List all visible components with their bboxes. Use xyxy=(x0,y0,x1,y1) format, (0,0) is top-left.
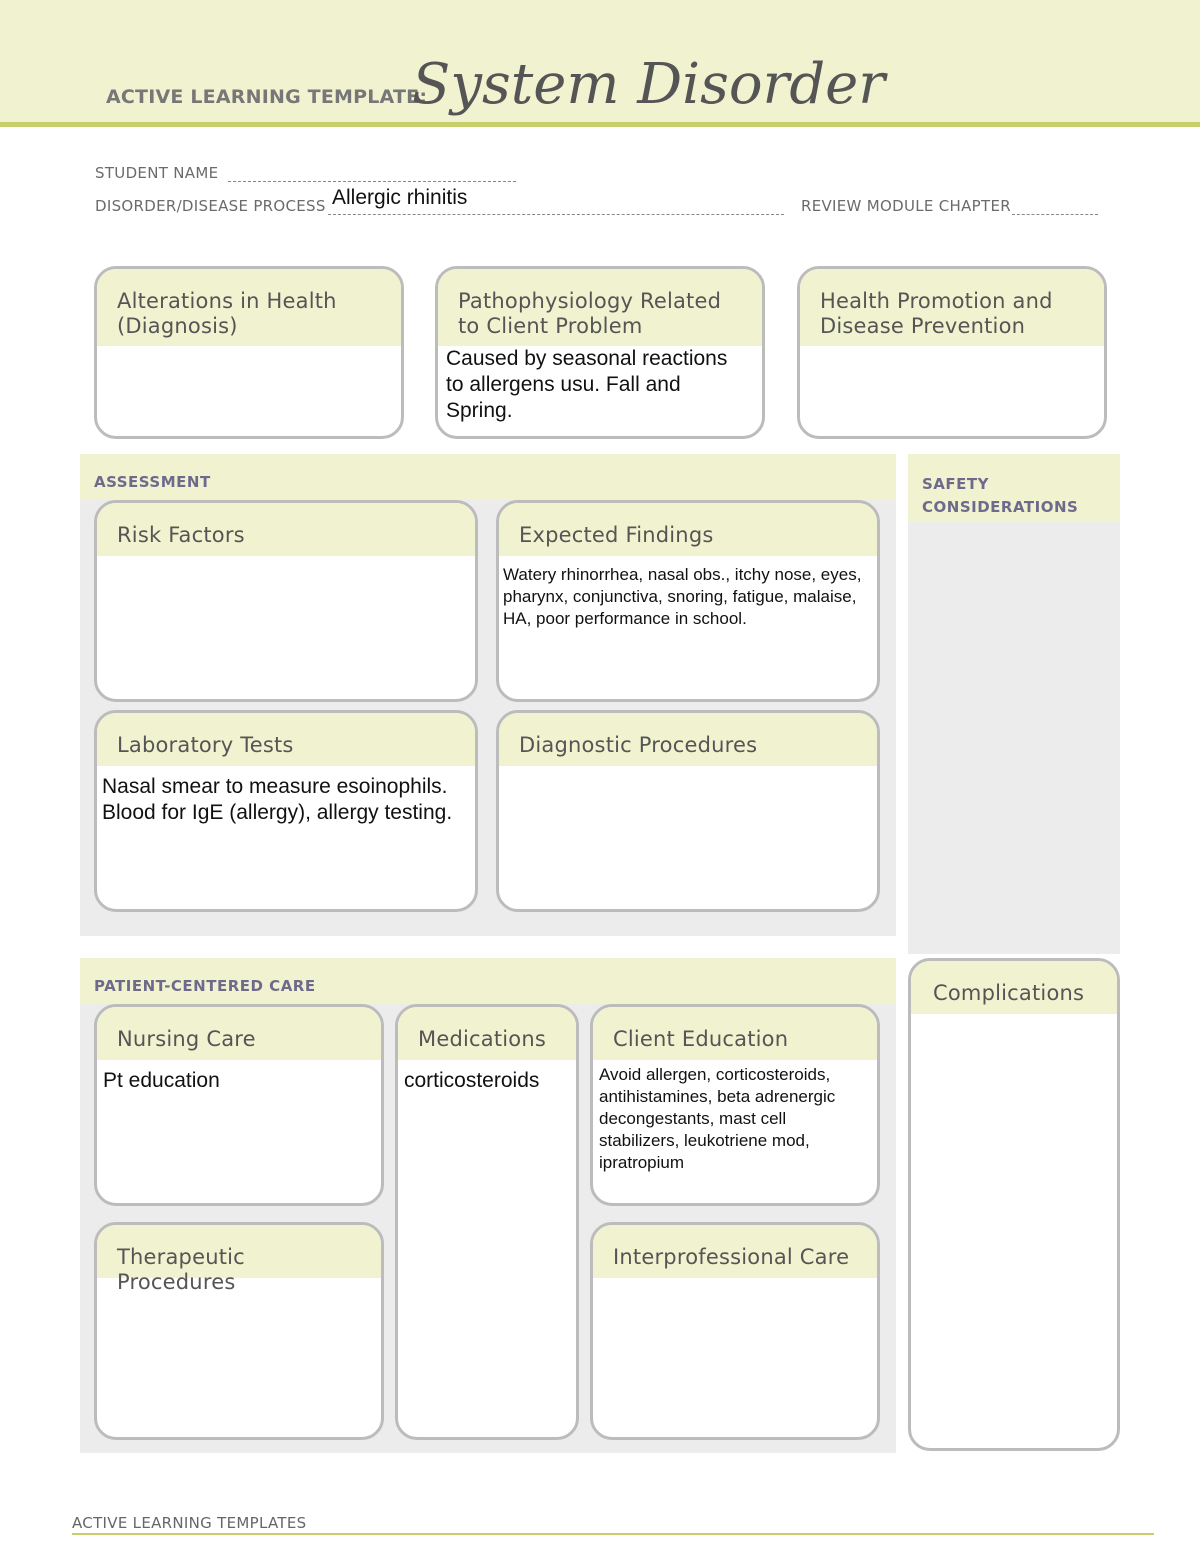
pathophysiology-body: Caused by seasonal reactions to allergens usu. Fall and Spring. xyxy=(446,347,728,422)
disorder-value: Allergic rhinitis xyxy=(332,186,468,209)
medications-body: corticosteroids xyxy=(404,1069,540,1092)
safety-label: SAFETY CONSIDERATIONS xyxy=(922,475,1079,516)
footer-label: ACTIVE LEARNING TEMPLATES xyxy=(72,1514,307,1532)
disorder-label: DISORDER/DISEASE PROCESS xyxy=(95,197,326,215)
alterations-card[interactable] xyxy=(94,266,404,439)
template-label: ACTIVE LEARNING TEMPLATE: xyxy=(106,86,428,108)
therapeutic-procedures-title: Therapeutic Procedures xyxy=(97,1225,381,1278)
complications-body xyxy=(911,1014,1117,1022)
alterations-body xyxy=(97,346,401,354)
complications-title: Complications xyxy=(911,961,1117,1014)
interprofessional-care-body xyxy=(593,1278,877,1286)
pathophysiology-card[interactable] xyxy=(435,266,765,439)
expected-findings-title: Expected Findings xyxy=(499,503,877,556)
risk-factors-title: Risk Factors xyxy=(97,503,475,556)
student-name-label: STUDENT NAME xyxy=(95,164,219,182)
laboratory-tests-title: Laboratory Tests xyxy=(97,713,475,766)
client-education-title: Client Education xyxy=(593,1007,877,1060)
interprofessional-care-title: Interprofessional Care xyxy=(593,1225,877,1278)
alterations-title: Alterations in Health (Diagnosis) xyxy=(97,269,401,346)
header-rule xyxy=(0,122,1200,127)
medications-card[interactable] xyxy=(395,1004,579,1440)
safety-section[interactable] xyxy=(908,454,1120,954)
health-promotion-body xyxy=(800,346,1104,354)
nursing-care-body: Pt education xyxy=(103,1069,220,1092)
health-promotion-title: Health Promotion and Disease Prevention xyxy=(800,269,1104,346)
risk-factors-card[interactable] xyxy=(94,500,478,702)
diagnostic-procedures-card[interactable] xyxy=(496,710,880,912)
footer-rule xyxy=(72,1533,1154,1535)
therapeutic-procedures-card[interactable] xyxy=(94,1222,384,1440)
medications-title: Medications xyxy=(398,1007,576,1060)
client-education-body: Avoid allergen, corticosteroids, antihistamines, beta adrenergic decongestants, mast cell stabilizers, leukotriene mod, ipratropium xyxy=(599,1065,836,1172)
nursing-care-card[interactable] xyxy=(94,1004,384,1206)
nursing-care-title: Nursing Care xyxy=(97,1007,381,1060)
complications-card[interactable] xyxy=(908,958,1120,1451)
risk-factors-body xyxy=(97,556,475,564)
patient-care-label: PATIENT-CENTERED CARE xyxy=(94,977,316,995)
client-education-card[interactable] xyxy=(590,1004,880,1206)
diagnostic-procedures-title: Diagnostic Procedures xyxy=(499,713,877,766)
health-promotion-card[interactable] xyxy=(797,266,1107,439)
pathophysiology-title: Pathophysiology Related to Client Problem xyxy=(438,269,762,346)
review-module-label: REVIEW MODULE CHAPTER xyxy=(801,197,1011,215)
interprofessional-care-card[interactable] xyxy=(590,1222,880,1440)
expected-findings-body: Watery rhinorrhea, nasal obs., itchy nose, eyes, pharynx, conjunctiva, snoring, fatigue, malaise, HA, poor performance in school. xyxy=(503,565,862,628)
assessment-label: ASSESSMENT xyxy=(94,473,211,491)
laboratory-tests-card[interactable] xyxy=(94,710,478,912)
laboratory-tests-body: Nasal smear to measure esoinophils. Blood for IgE (allergy), allergy testing. xyxy=(102,775,453,824)
diagnostic-procedures-body xyxy=(499,766,877,774)
expected-findings-card[interactable] xyxy=(496,500,880,702)
student-name-field[interactable] xyxy=(228,181,516,182)
review-module-field[interactable] xyxy=(1012,214,1098,215)
template-title: System Disorder xyxy=(412,52,886,117)
disorder-field[interactable] xyxy=(328,214,784,215)
